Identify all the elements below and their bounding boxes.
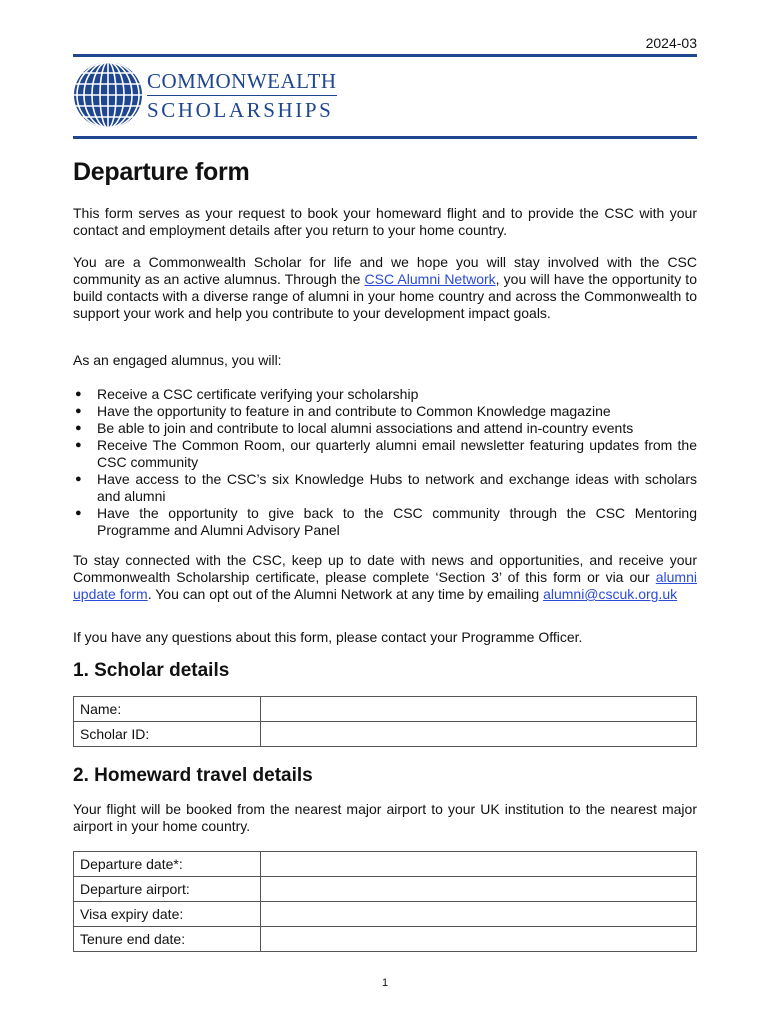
scholar-id-label: Scholar ID: (74, 722, 261, 747)
travel-details-table (73, 851, 697, 952)
visa-expiry-date-label: Visa expiry date: (74, 902, 261, 927)
alumni-text-after: , you will have the opportunity to build contacts with a diverse range of alumni in your home country and across the Commonwealth to support your work and help you contribute to your development impact goals. (73, 271, 697, 321)
benefit-text: Be able to join and contribute to local alumni associations and attend in-country events (97, 420, 634, 436)
page-title: Departure form (73, 158, 250, 186)
table-row (74, 927, 697, 952)
departure-airport-label: Departure airport: (74, 877, 261, 902)
bullet-icon: ● (75, 439, 82, 451)
benefit-text: Receive a CSC certificate verifying your scholarship (97, 386, 419, 402)
alumni-paragraph (73, 254, 697, 322)
table-row (74, 877, 697, 902)
alumni-text-before: You are a Commonwealth Scholar for life and we hope you will stay involved with the CSC community as an active alumnus. Through the (73, 254, 697, 287)
bullet-icon: ● (75, 473, 82, 485)
benefit-text: Have access to the CSC’s six Knowledge Hubs to network and exchange ideas with scholars and alumni (97, 471, 697, 504)
stay-connected-text-1: To stay connected with the CSC, keep up to date with news and opportunities, and receive your Commonwealth Scholarship certificate, please complete ‘Section 3’ of this form or via our (73, 552, 697, 585)
departure-date-label: Departure date*: (74, 852, 261, 877)
intro-paragraph: This form serves as your request to book your homeward flight and to provide the CSC with your contact and employment details after you return to your home country. (73, 205, 697, 238)
section-2-heading: 2. Homeward travel details (73, 765, 313, 786)
header-rule-bottom (73, 136, 697, 139)
section-2-description: Your flight will be booked from the nearest major airport to your UK institution to the nearest major airport in your home country. (73, 801, 697, 834)
tenure-end-date-field[interactable] (261, 927, 697, 952)
table-row (74, 697, 697, 722)
departure-airport-field[interactable] (261, 877, 697, 902)
alumni-email-link[interactable]: alumni@cscuk.org.uk (543, 586, 678, 602)
document-date: 2024-03 (645, 35, 697, 51)
departure-date-field[interactable] (261, 852, 697, 877)
benefit-item (73, 505, 697, 539)
benefit-text: Receive The Common Room, our quarterly alumni email newsletter featuring updates from the CSC community (97, 437, 697, 470)
visa-expiry-date-field[interactable] (261, 902, 697, 927)
table-row (74, 852, 697, 877)
benefit-text: Have the opportunity to give back to the CSC community through the CSC Mentoring Programme and Alumni Advisory Panel (97, 505, 697, 538)
benefit-text: Have the opportunity to feature in and contribute to Common Knowledge magazine (97, 403, 611, 419)
table-row (74, 722, 697, 747)
bullet-icon: ● (75, 388, 82, 400)
scholar-details-table (73, 696, 697, 747)
bullet-icon: ● (75, 422, 82, 434)
section-1-heading: 1. Scholar details (73, 660, 230, 681)
benefit-item (73, 386, 697, 403)
logo-line-2: SCHOLARSHIPS (147, 97, 334, 122)
benefit-item (73, 420, 697, 437)
page-number: 1 (381, 977, 389, 989)
alumni-update-form-link[interactable]: alumni update form (73, 569, 697, 602)
commonwealth-scholarships-logo (73, 61, 337, 129)
header-rule-top (73, 54, 697, 57)
stay-connected-paragraph (73, 552, 697, 603)
globe-icon (73, 61, 143, 129)
bullet-icon: ● (75, 405, 82, 417)
logo-line-1: COMMONWEALTH (147, 69, 337, 96)
bullet-icon: ● (75, 507, 82, 519)
logo-wordmark (147, 69, 337, 122)
benefit-item (73, 471, 697, 505)
engaged-lead: As an engaged alumnus, you will: (73, 352, 282, 368)
benefit-item (73, 403, 697, 420)
benefit-item (73, 437, 697, 471)
csc-alumni-network-link[interactable]: CSC Alumni Network (364, 271, 496, 287)
tenure-end-date-label: Tenure end date: (74, 927, 261, 952)
table-row (74, 902, 697, 927)
name-label: Name: (74, 697, 261, 722)
scholar-id-field[interactable] (261, 722, 697, 747)
name-field[interactable] (261, 697, 697, 722)
stay-connected-text-2: . You can opt out of the Alumni Network at any time by emailing (147, 586, 544, 602)
benefits-list (73, 386, 697, 539)
questions-paragraph: If you have any questions about this form, please contact your Programme Officer. (73, 629, 583, 645)
